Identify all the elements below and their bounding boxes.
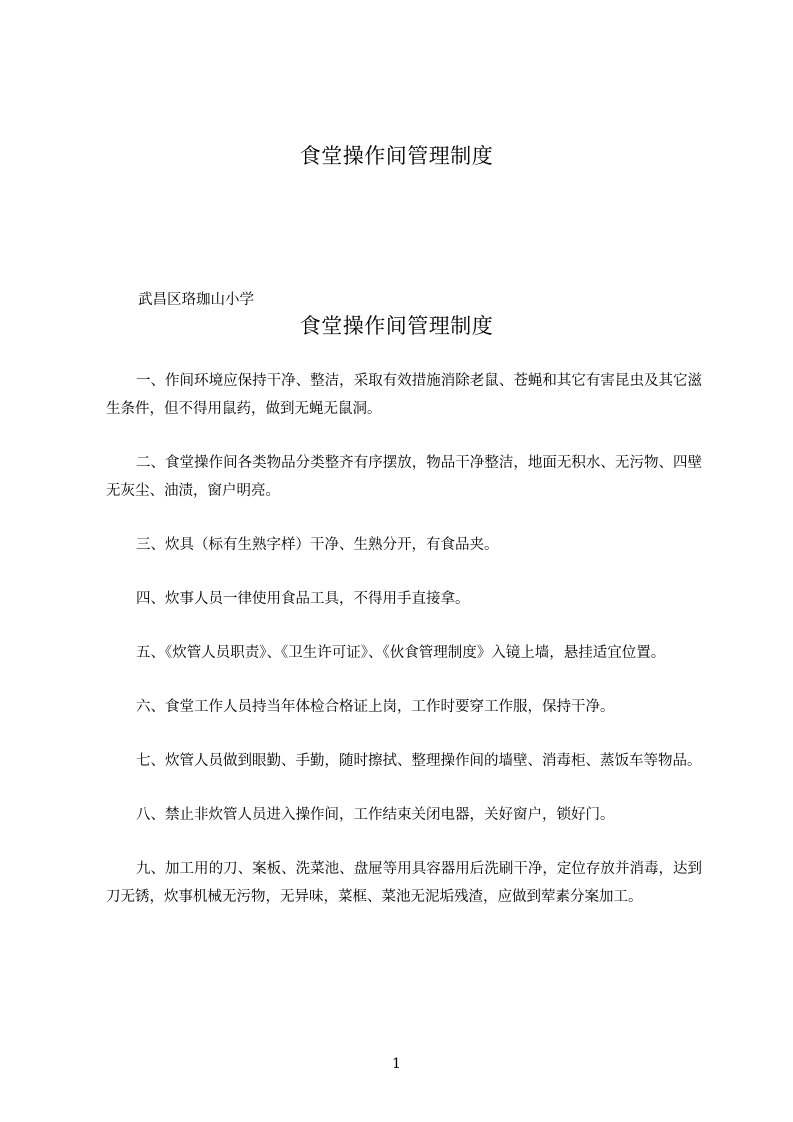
page-number: 1 bbox=[392, 1056, 401, 1072]
header-title: 食堂操作间管理制度 bbox=[299, 144, 494, 168]
regulation-item-1: 一、作间环境应保持干净、整洁，采取有效措施消除老鼠、苍蝇和其它有害昆虫及其它滋生条件，但不得用鼠药，做到无蝇无鼠洞。 bbox=[106, 373, 702, 417]
regulation-item-3: 三、炊具（标有生熟字样）干净、生熟分开，有食品夹。 bbox=[136, 537, 499, 553]
regulation-item-2: 二、食堂操作间各类物品分类整齐有序摆放，物品干净整洁，地面无积水、无污物、四壁无灰尘、油渍，窗户明亮。 bbox=[106, 455, 702, 499]
regulation-item-6: 六、食堂工作人员持当年体检合格证上岗，工作时要穿工作服，保持干净。 bbox=[136, 699, 615, 715]
regulation-item-4: 四、炊事人员一律使用食品工具，不得用手直接拿。 bbox=[136, 591, 470, 607]
school-name: 武昌区珞珈山小学 bbox=[138, 292, 254, 308]
regulation-item-5: 五、《炊管人员职责》、《卫生许可证》、《伙食管理制度》入镜上墙，悬挂适宜位置。 bbox=[136, 645, 666, 661]
regulation-list bbox=[106, 367, 702, 937]
regulation-item-7: 七、炊管人员做到眼勤、手勤，随时擦拭、整理操作间的墙壁、消毒柜、蒸饭车等物品。 bbox=[136, 753, 702, 769]
regulation-item-9: 九、加工用的刀、案板、洗菜池、盘屉等用具容器用后洗刷干净，定位存放并消毒，达到刀无锈，炊事机械无污物，无异味，菜框、菜池无泥垢残渣，应做到荤素分案加工。 bbox=[106, 861, 702, 905]
body-title: 食堂操作间管理制度 bbox=[299, 314, 494, 338]
regulation-item-8: 八、禁止非炊管人员进入操作间，工作结束关闭电器，关好窗户，锁好门。 bbox=[136, 807, 615, 823]
